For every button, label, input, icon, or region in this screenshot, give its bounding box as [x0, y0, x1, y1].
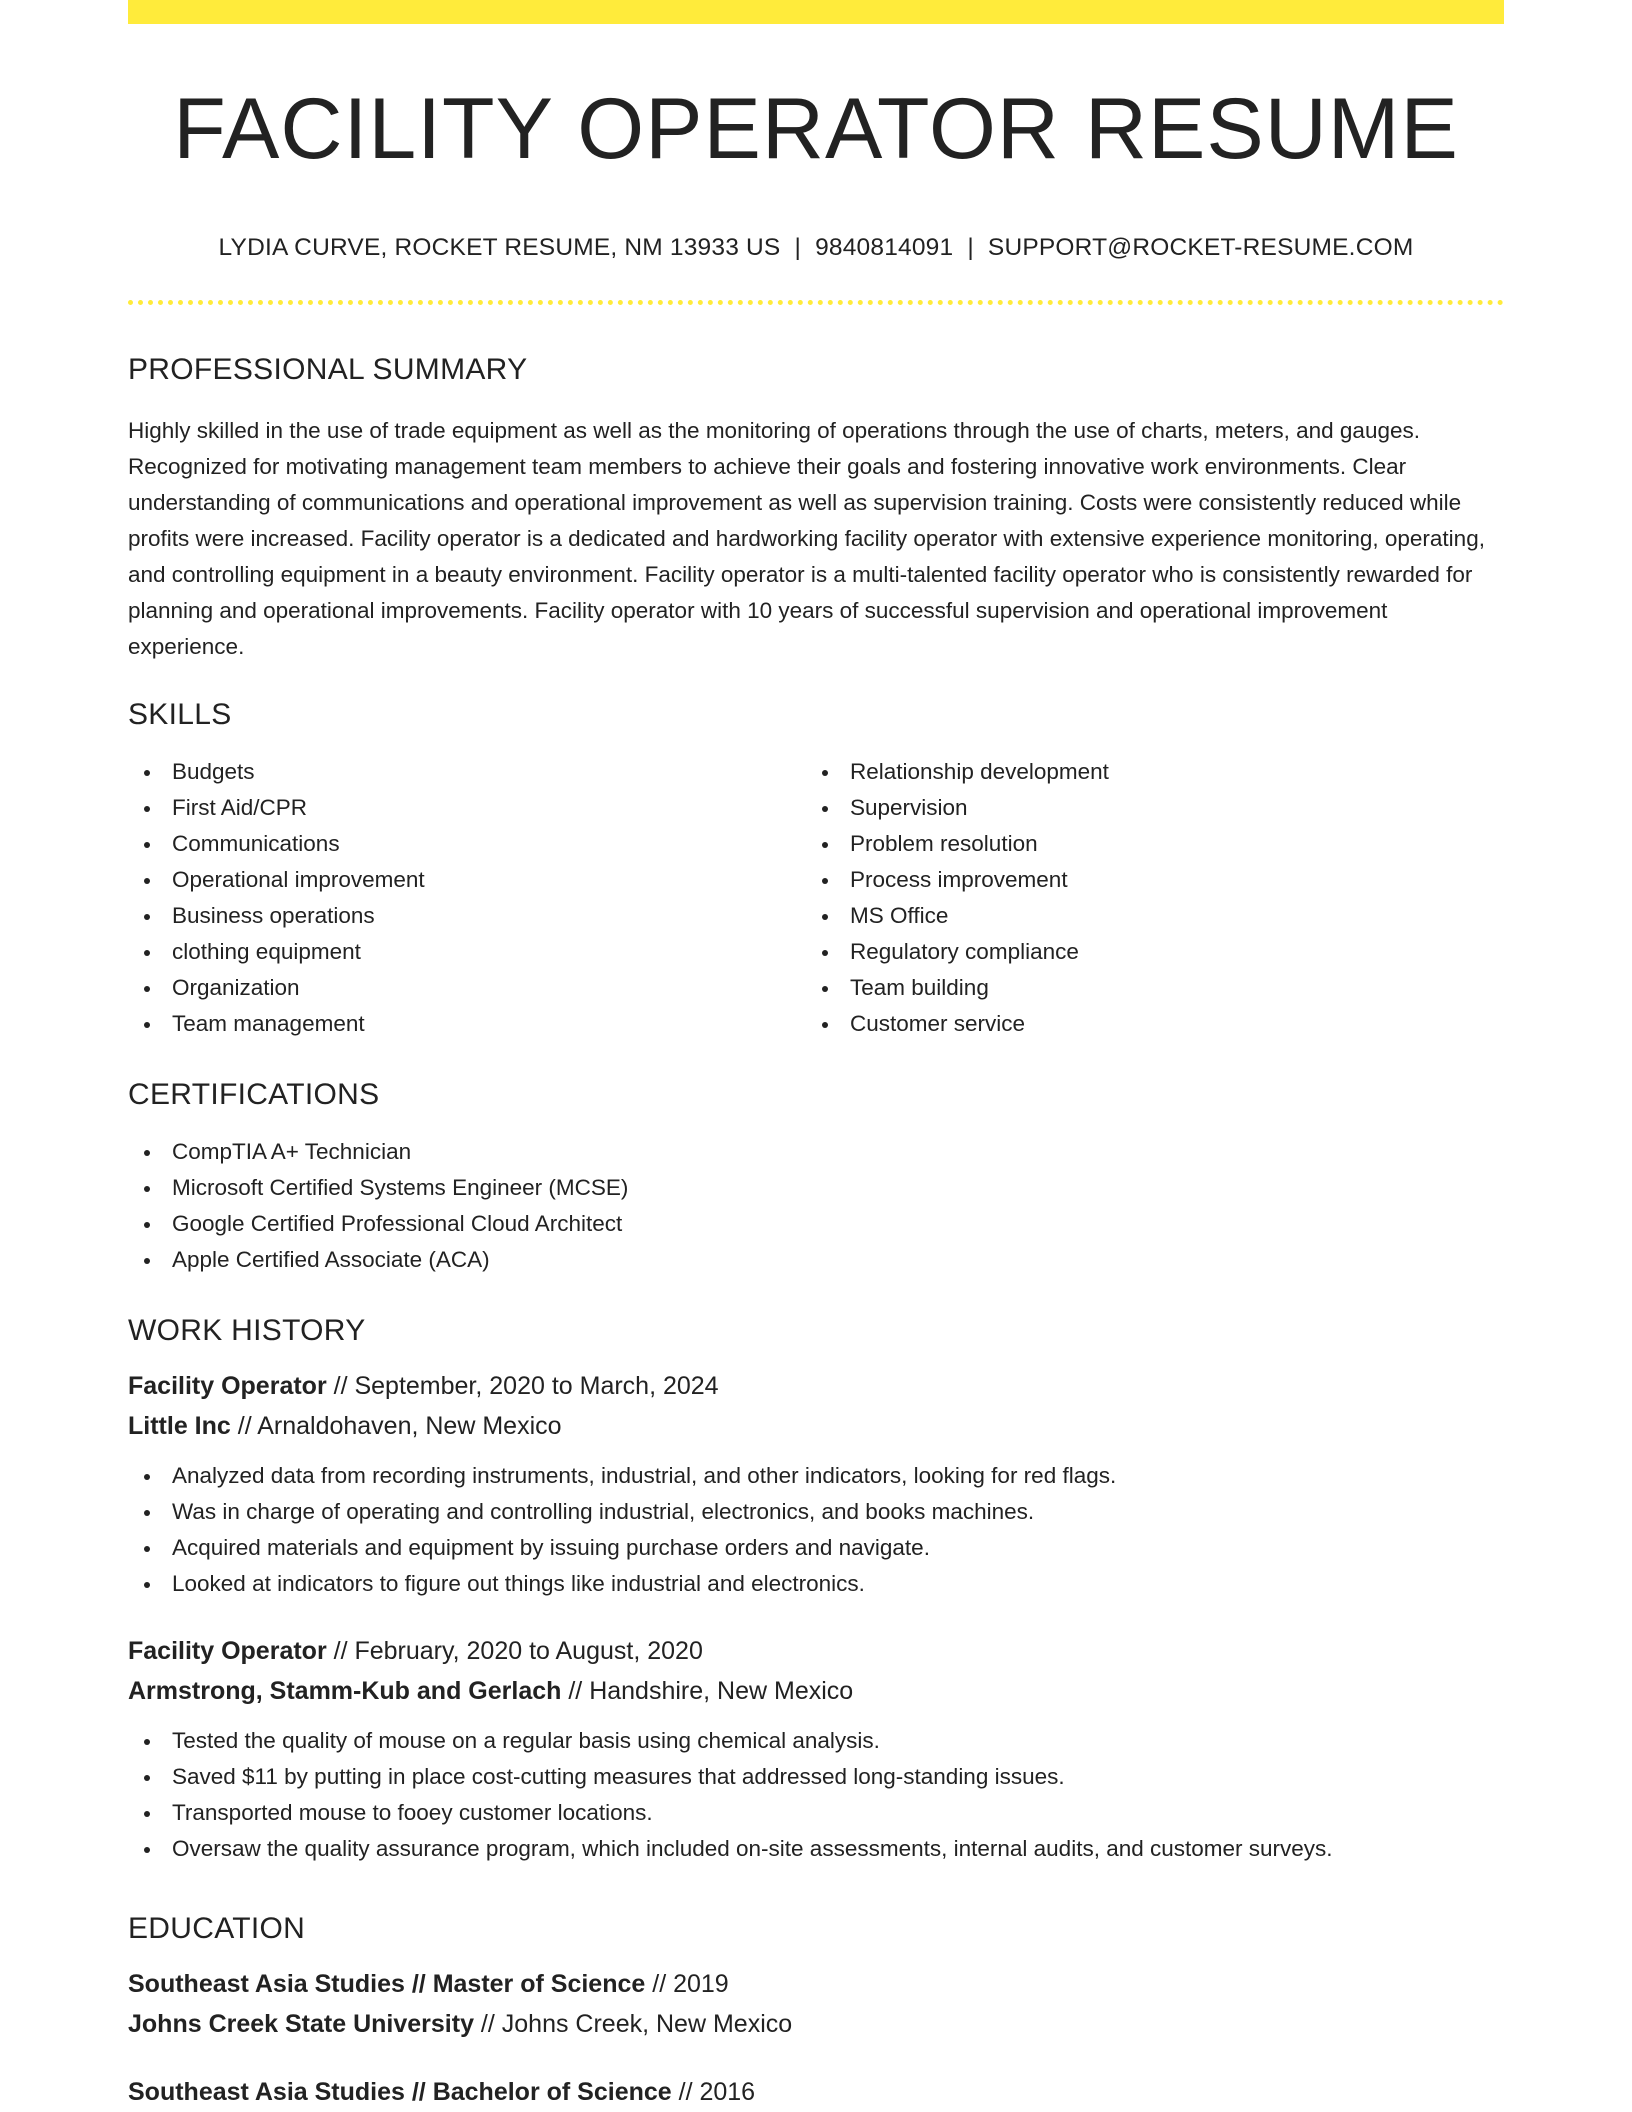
certifications-heading: CERTIFICATIONS — [128, 1078, 380, 1111]
job-entry — [128, 1631, 1504, 1867]
skill-item: Operational improvement — [128, 862, 806, 898]
education-school: Johns Creek State University — [128, 2010, 474, 2038]
job-bullet: Tested the quality of mouse on a regular basis using chemical analysis. — [128, 1723, 1504, 1759]
education-section — [128, 1912, 1504, 2112]
skill-item: Supervision — [806, 790, 1484, 826]
contact-phone: 9840814091 — [815, 234, 954, 261]
summary-text: Highly skilled in the use of trade equipment as well as the monitoring of operations through the use of charts, meters, and gauges. Recognized for motivating management team members to achieve their goals and fostering innovative work environments. Clear understanding of communications and operational improvement as well as supervision training. Costs were consistently reduced while profits were increased. Facility operator is a dedicated and hardworking facility operator with extensive experience monitoring, operating, and controlling equipment in a beauty environment. Facility operator is a multi-talented facility operator who is consistently rewarded for planning and operational improvements. Facility operator with 10 years of successful supervision and operational improvement experience. — [128, 418, 1485, 659]
skills-section — [128, 698, 1504, 1042]
resume-page — [128, 0, 1504, 2106]
skill-item: clothing equipment — [128, 934, 806, 970]
skill-item: Business operations — [128, 898, 806, 934]
skill-item: Problem resolution — [806, 826, 1484, 862]
education-heading: EDUCATION — [128, 1912, 306, 1945]
summary-heading: PROFESSIONAL SUMMARY — [128, 353, 528, 386]
job-bullet: Analyzed data from recording instruments, industrial, and other indicators, looking for red flags. — [128, 1458, 1504, 1494]
job-title-line — [128, 1631, 1504, 1671]
education-year: // 2016 — [671, 2078, 756, 2106]
job-dates: // February, 2020 to August, 2020 — [326, 1637, 703, 1665]
skill-item: Process improvement — [806, 862, 1484, 898]
job-company: Little Inc — [128, 1412, 231, 1440]
job-entry — [128, 1366, 1504, 1602]
skill-item: Organization — [128, 970, 806, 1006]
certification-item: CompTIA A+ Technician — [128, 1134, 1504, 1170]
education-entry — [128, 1964, 1504, 2044]
job-company-line — [128, 1671, 1504, 1711]
job-title: Facility Operator — [128, 1637, 327, 1665]
job-bullet: Looked at indicators to figure out things like industrial and electronics. — [128, 1566, 1504, 1602]
job-title-line — [128, 1366, 1504, 1406]
job-bullet: Saved $11 by putting in place cost-cutting measures that addressed long-standing issues. — [128, 1759, 1504, 1795]
skill-item: Team building — [806, 970, 1484, 1006]
contact-address: LYDIA CURVE, ROCKET RESUME, NM 13933 US — [218, 234, 781, 261]
education-degree: Southeast Asia Studies // Bachelor of Science — [128, 2078, 672, 2106]
contact-line — [128, 234, 1504, 262]
education-degree-line — [128, 1964, 1504, 2004]
skill-item: MS Office — [806, 898, 1484, 934]
job-bullet: Was in charge of operating and controlling industrial, electronics, and books machines. — [128, 1494, 1504, 1530]
education-school-line — [128, 2004, 1504, 2044]
job-bullet: Acquired materials and equipment by issuing purchase orders and navigate. — [128, 1530, 1504, 1566]
skill-item: Relationship development — [806, 754, 1484, 790]
summary-section — [128, 353, 1504, 665]
job-bullet: Oversaw the quality assurance program, which included on-site assessments, internal audits, and customer surveys. — [128, 1831, 1504, 1867]
skills-columns — [128, 754, 1504, 1042]
certifications-section — [128, 1078, 1504, 1278]
certification-item: Google Certified Professional Cloud Architect — [128, 1206, 1504, 1242]
education-degree: Southeast Asia Studies // Master of Science — [128, 1970, 646, 1998]
skills-heading: SKILLS — [128, 698, 232, 731]
work-history-heading: WORK HISTORY — [128, 1314, 366, 1347]
top-accent-bar — [128, 0, 1504, 24]
job-bullet: Transported mouse to fooey customer locations. — [128, 1795, 1504, 1831]
skill-item: Customer service — [806, 1006, 1484, 1042]
contact-email: SUPPORT@ROCKET-RESUME.COM — [987, 234, 1414, 261]
certifications-list — [128, 1134, 1504, 1278]
job-company-line — [128, 1406, 1504, 1446]
skill-item: First Aid/CPR — [128, 790, 806, 826]
dotted-divider — [128, 300, 1504, 305]
contact-separator: | — [794, 234, 802, 261]
job-location: // Handshire, New Mexico — [561, 1677, 854, 1705]
job-bullets — [128, 1723, 1504, 1867]
skill-item: Budgets — [128, 754, 806, 790]
certification-item: Apple Certified Associate (ACA) — [128, 1242, 1504, 1278]
contact-separator: | — [967, 234, 974, 261]
job-dates: // September, 2020 to March, 2024 — [326, 1372, 719, 1400]
job-location: // Arnaldohaven, New Mexico — [230, 1412, 562, 1440]
skills-list-right — [806, 754, 1484, 1042]
certification-item: Microsoft Certified Systems Engineer (MCSE) — [128, 1170, 1504, 1206]
job-title: Facility Operator — [128, 1372, 327, 1400]
skill-item: Team management — [128, 1006, 806, 1042]
page-title: FACILITY OPERATOR RESUME — [173, 81, 1459, 177]
skill-item: Regulatory compliance — [806, 934, 1484, 970]
job-bullets — [128, 1458, 1504, 1602]
education-location: // Johns Creek, New Mexico — [473, 2010, 793, 2038]
skill-item: Communications — [128, 826, 806, 862]
skills-list-left — [128, 754, 806, 1042]
job-company: Armstrong, Stamm-Kub and Gerlach — [128, 1677, 562, 1705]
education-year: // 2019 — [645, 1970, 729, 1998]
education-degree-line — [128, 2072, 1504, 2112]
work-history-section — [128, 1314, 1504, 1867]
education-entry — [128, 2072, 1504, 2112]
